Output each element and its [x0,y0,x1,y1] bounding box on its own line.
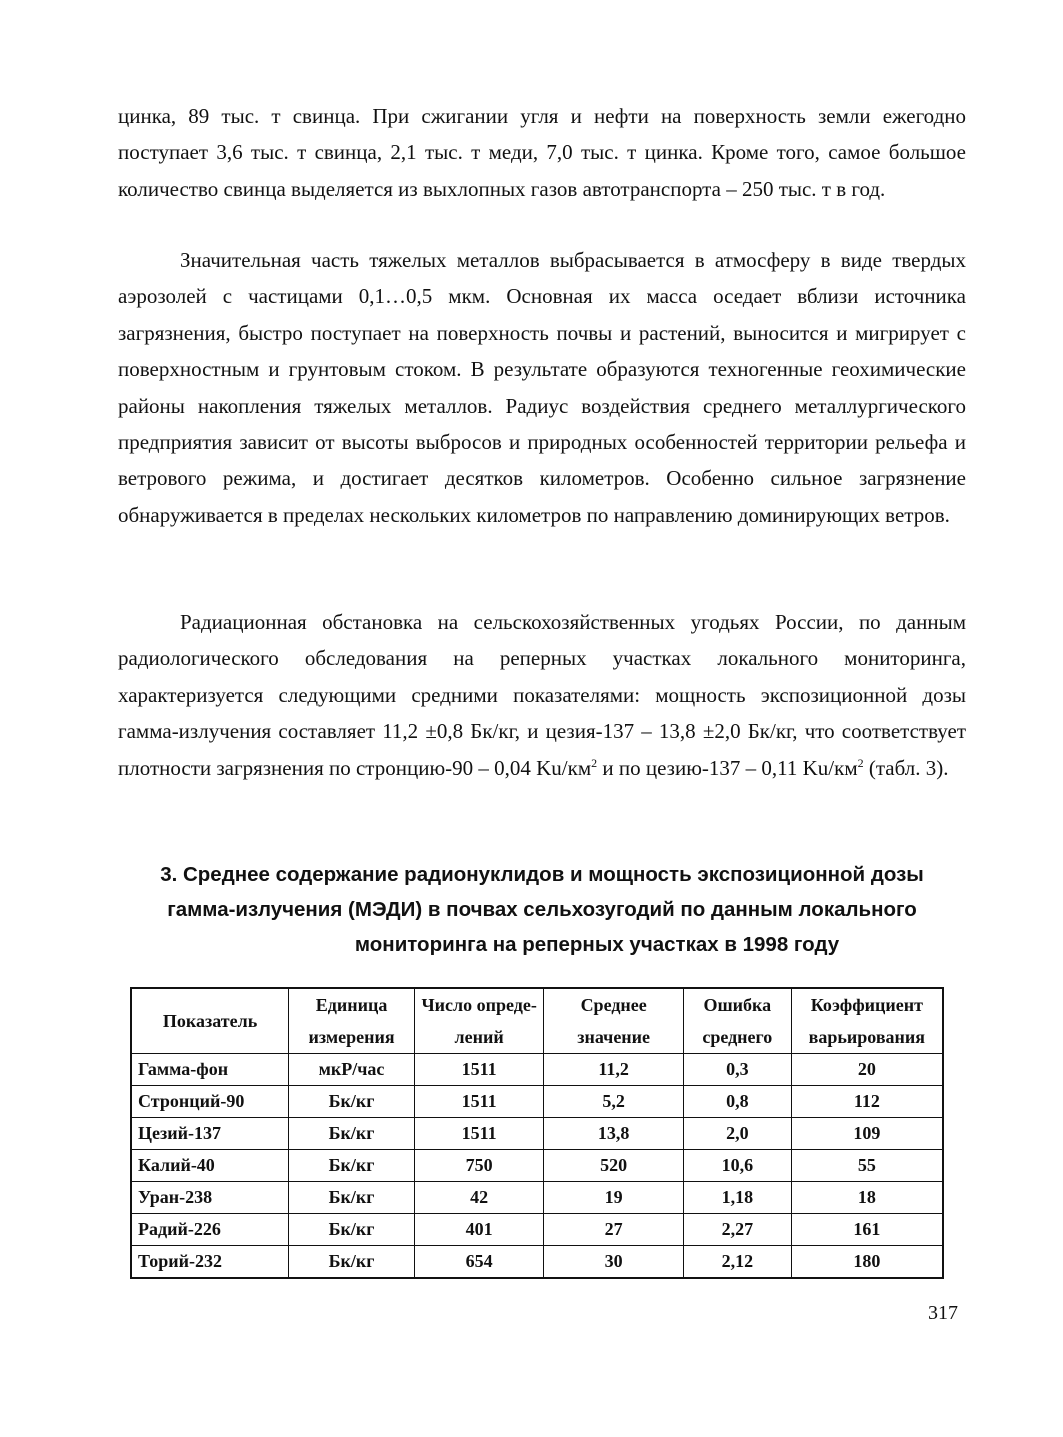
cell-count: 1511 [414,1086,544,1118]
table-row [131,1150,943,1182]
table-row [131,1054,943,1086]
cell-error: 0,3 [683,1054,791,1086]
cell-mean: 13,8 [544,1118,684,1150]
cell-indicator: Радий-226 [131,1214,289,1246]
cell-unit: Бк/кг [289,1118,415,1150]
table-row [131,1214,943,1246]
cell-unit: мкР/час [289,1054,415,1086]
cell-count: 750 [414,1150,544,1182]
header-indicator: Показатель [131,988,289,1054]
paragraph-3-text [118,604,966,786]
table-caption-line-1: 3. Среднее содержание радионуклидов и мощность экспозиционной дозы [160,863,924,886]
header-count: Число опреде- лений [414,988,544,1054]
cell-error: 1,18 [683,1182,791,1214]
cell-error: 2,0 [683,1118,791,1150]
radionuclide-table [130,987,944,1279]
paragraph-3-part-c: (табл. 3). [863,755,949,780]
cell-indicator: Уран-238 [131,1182,289,1214]
cell-coefficient: 18 [791,1182,943,1214]
table-row [131,1118,943,1150]
superscript-2-b: 2 [857,755,864,770]
header-mean: Среднее значение [544,988,684,1054]
cell-mean: 5,2 [544,1086,684,1118]
cell-mean: 19 [544,1182,684,1214]
cell-error: 2,27 [683,1214,791,1246]
cell-count: 1511 [414,1054,544,1086]
cell-indicator: Торий-232 [131,1246,289,1279]
cell-error: 10,6 [683,1150,791,1182]
cell-coefficient: 109 [791,1118,943,1150]
cell-mean: 11,2 [544,1054,684,1086]
page-number: 317 [928,1302,958,1324]
paragraph-2 [118,242,966,533]
cell-count: 654 [414,1246,544,1279]
cell-error: 2,12 [683,1246,791,1279]
cell-mean: 520 [544,1150,684,1182]
header-error: Ошибка среднего [683,988,791,1054]
cell-indicator: Гамма-фон [131,1054,289,1086]
header-unit: Единица измерения [289,988,415,1054]
cell-mean: 30 [544,1246,684,1279]
cell-unit: Бк/кг [289,1246,415,1279]
table-header-row [131,988,943,1054]
table-row [131,1182,943,1214]
table-caption [118,857,966,962]
superscript-2-a: 2 [591,755,598,770]
cell-unit: Бк/кг [289,1086,415,1118]
paragraph-3 [118,604,966,786]
table-row [131,1086,943,1118]
paragraph-2-text: Значительная часть тяжелых металлов выбрасывается в атмосферу в виде твердых аэрозолей с частицами 0,1…0,5 мкм. Основная их масса оседает вблизи источника загрязнения, быстро поступает на поверхность почвы и растений, выносится и мигрирует с поверхностным и грунтовым стоком. В результате образуются техногенные геохимические районы накопления тяжелых металлов. Радиус воздействия среднего металлургического предприятия зависит от высоты выбросов и природных особенностей территории рельефа и ветрового режима, и достигает десятков километров. Особенно сильное загрязнение обнаруживается в пределах нескольких километров по направлению доминирующих ветров. [118,248,966,527]
cell-coefficient: 112 [791,1086,943,1118]
cell-count: 1511 [414,1118,544,1150]
cell-coefficient: 55 [791,1150,943,1182]
cell-coefficient: 180 [791,1246,943,1279]
cell-coefficient: 161 [791,1214,943,1246]
cell-unit: Бк/кг [289,1182,415,1214]
cell-coefficient: 20 [791,1054,943,1086]
cell-error: 0,8 [683,1086,791,1118]
cell-count: 42 [414,1182,544,1214]
cell-indicator: Цезий-137 [131,1118,289,1150]
cell-mean: 27 [544,1214,684,1246]
cell-indicator: Калий-40 [131,1150,289,1182]
paragraph-1-text: цинка, 89 тыс. т свинца. При сжигании угля и нефти на поверхность земли ежегодно поступает 3,6 тыс. т свинца, 2,1 тыс. т меди, 7,0 тыс. т цинка. Кроме того, самое большое количество свинца выделяется из выхлопных газов автотранспорта – 250 тыс. т в год. [118,104,966,201]
paragraph-1 [118,98,966,207]
table-row [131,1246,943,1279]
cell-count: 401 [414,1214,544,1246]
table-caption-line-2: гамма-излучения (МЭДИ) в почвах сельхозугодий по данным локального [167,898,917,921]
header-coefficient: Коэффициент варьирования [791,988,943,1054]
cell-indicator: Стронций-90 [131,1086,289,1118]
table-caption-line-3: мониторинга на реперных участках в 1998 году [354,933,840,956]
paragraph-3-part-a: Радиационная обстановка на сельскохозяйственных угодьях России, по данным радиологического обследования на реперных участках локального мониторинга, характеризуется следующими средними показателями: мощность экспозиционной дозы гамма-излучения составляет 11,2 ±0,8 Бк/кг, и цезия-137 – 13,8 ±2,0 Бк/кг, что соответствует плотности загрязнения по стронцию-90 – 0,04 Ku/км [118,610,966,780]
cell-unit: Бк/кг [289,1214,415,1246]
cell-unit: Бк/кг [289,1150,415,1182]
paragraph-3-part-b: и по цезию-137 – 0,11 Ku/км [597,755,858,780]
